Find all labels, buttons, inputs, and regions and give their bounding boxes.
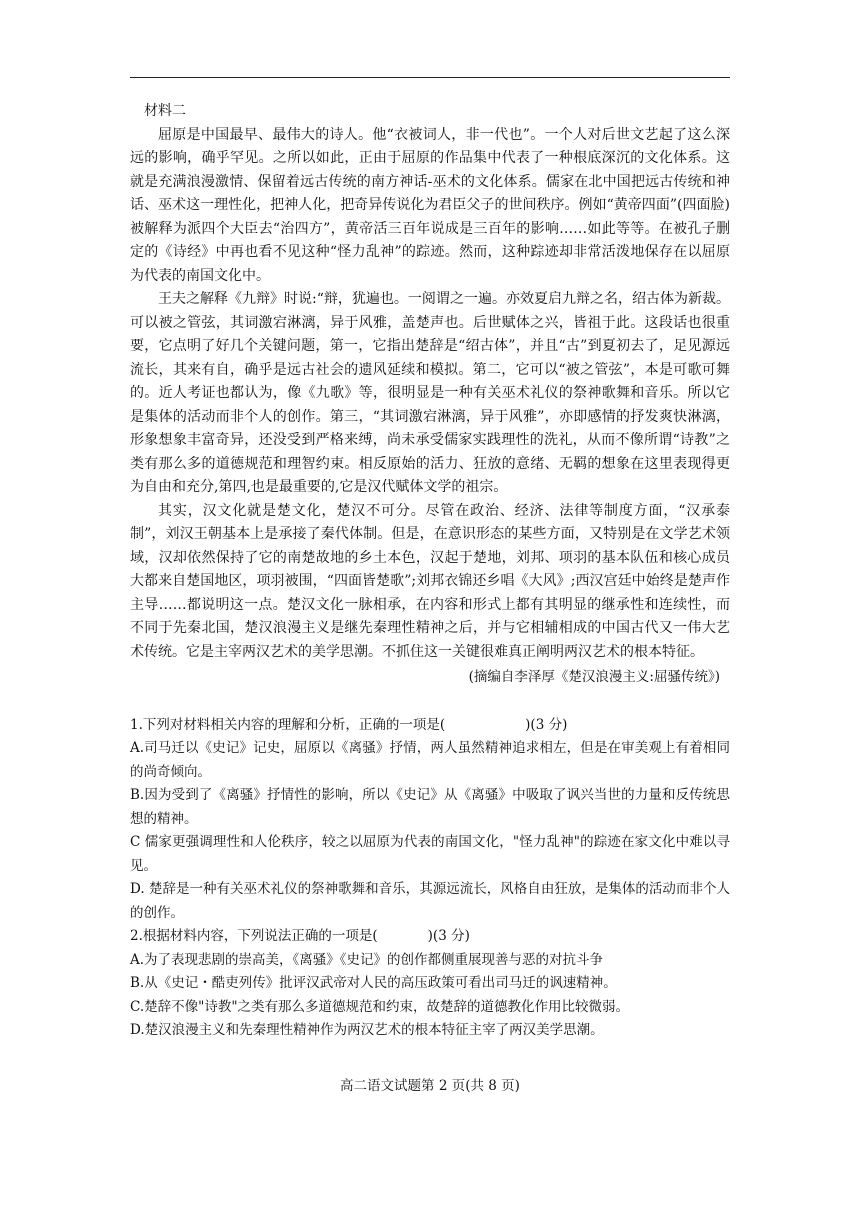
- page-footer: 高二语文试题第 2 页(共 8 页): [340, 1078, 520, 1094]
- question-2-stem: [130, 925, 730, 949]
- material-paragraph-1: 屈原是中国最早、最伟大的诗人。他“衣被词人，非一代也”。一个人对后世文艺起了这么深远的影响，确乎罕见。之所以如此，正由于屈原的作品集中代表了一种根底深沉的文化体系。这就是充满浪漫激情、保留着远古传统的南方神话-巫术的文化体系。儒家在北中国把远古传统和神话、巫术这一理性化，把神人化，把奇异传说化为君臣父子的世间秩序。例如“黄帝四面”(四面脸)被解释为派四个大臣去“治四方”，黄帝活三百年说成是三百年的影响……如此等等。在被孔子删定的《诗经》中再也看不见这种“怪力乱神”的踪迹。然而，这种踪迹却非常活泼地保存在以屈原为代表的南国文化中。: [130, 126, 730, 284]
- question-1-option-d: D. 楚辞是一种有关巫术礼仪的祭神歌舞和音乐，其源远流长，风格自由狂放，是集体的活动而非个人的创作。: [130, 881, 730, 921]
- question-1-option-c: C 儒家更强调理性和人伦秩序，较之以屈原为代表的南国文化，"怪力乱神"的踪迹在家文化中难以寻见。: [130, 834, 730, 874]
- question-2-option-d: D.楚汉浪漫主义和先秦理性精神作为两汉艺术的根本特征主宰了两汉美学思潮。: [130, 1022, 604, 1038]
- material-source: (摘编自李泽厚《楚汉浪漫主义:屈骚传统》): [468, 669, 720, 685]
- header-rule: [130, 77, 730, 78]
- question-2-score: )(3 分): [427, 928, 470, 944]
- material-paragraph-2: 王夫之解释《九辩》时说:“辩，犹遍也。一阅谓之一遍。亦效夏启九辩之名，绍古体为新裁。可以被之管弦，其词激宕淋漓，异于风雅，盖楚声也。后世赋体之兴，皆祖于此。这段话也很重要，它点明了好几个关键问题，第一，它指出楚辞是“绍古体”，并且“古”到夏初去了，足见源远流长，其来有自，确乎是远古社会的遗风延续和模拟。第二，它可以“被之管弦”，本是可歌可舞的。近人考证也都认为，像《九歌》等，很明显是一种有关巫术礼仪的祭神歌舞和音乐。所以它是集体的活动而非个人的创作。第三，“其词激宕淋漓，异于风雅”，亦即感情的抒发爽快淋漓，形象想象丰富奇异，还没受到严格来缚，尚未承受儒家实践理性的洗礼，从而不像所谓“诗教”之类有那么多的道德规范和理智约束。相反原始的活力、狂放的意绪、无羁的想象在这里表现得更为自由和充分,第四,也是最重要的,它是汉代赋体文学的祖宗。: [130, 291, 730, 495]
- questions: [130, 714, 730, 1043]
- question-2-option-b: B.从《史记・酷吏列传》批评汉武帝对人民的高压政策可看出司马迁的讽速精神。: [130, 975, 617, 991]
- page-body: [130, 100, 730, 1043]
- question-1-option-a: A.司马迁以《史记》记史，屈原以《离骚》抒情，两人虽然精神追求相左，但是在审美观上有着相同的尚奇倾向。: [130, 740, 730, 780]
- material-paragraph-3: 其实，汉文化就是楚文化，楚汉不可分。尽管在政治、经济、法律等制度方面，“汉承泰制”，刘汉王朝基本上是承接了秦代体制。但是，在意识形态的某些方面，又特别是在文学艺术领域，汉却依然保持了它的南楚故地的乡土本色，汉起于楚地，刘邦、项羽的基本队伍和核心成员大都来自楚国地区，项羽被围，“四面皆楚歌”;刘邦衣锦还乡唱《大风》;西汉宫廷中始终是楚声作主导……都说明这一点。楚汉文化一脉相承，在内容和形式上都有其明显的继承性和连续性，而不同于先秦北国，楚汉浪漫主义是继先秦理性精神之后，并与它相辅相成的中国古代又一伟大艺术传统。它是主宰两汉艺术的美学思潮。不抓住这一关键很难真正阐明两汉艺术的根本特征。: [130, 502, 730, 660]
- question-1-option-b: B.因为受到了《离骚》抒情性的影响，所以《史记》从《离骚》中吸取了讽兴当世的力量和反传统思想的精神。: [130, 787, 730, 827]
- question-1-stem-text: 1.下列对材料相关内容的理解和分析，正确的一项是(: [130, 716, 446, 733]
- question-1-stem: [130, 714, 730, 738]
- question-2-option-a: A.为了表现悲剧的崇高美，《离骚》《史记》的创作都侧重展现善与恶的对抗斗争: [130, 951, 604, 968]
- material-title: 材料二: [144, 103, 186, 119]
- question-2-stem-text: 2.根据材料内容，下列说法正确的一项是(: [130, 928, 378, 944]
- question-1-score: )(3 分): [525, 716, 568, 733]
- question-2-option-c: C.楚辞不像"诗教"之类有那么多道德规范和约束，故楚辞的道德教化作用比较微弱。: [130, 998, 630, 1015]
